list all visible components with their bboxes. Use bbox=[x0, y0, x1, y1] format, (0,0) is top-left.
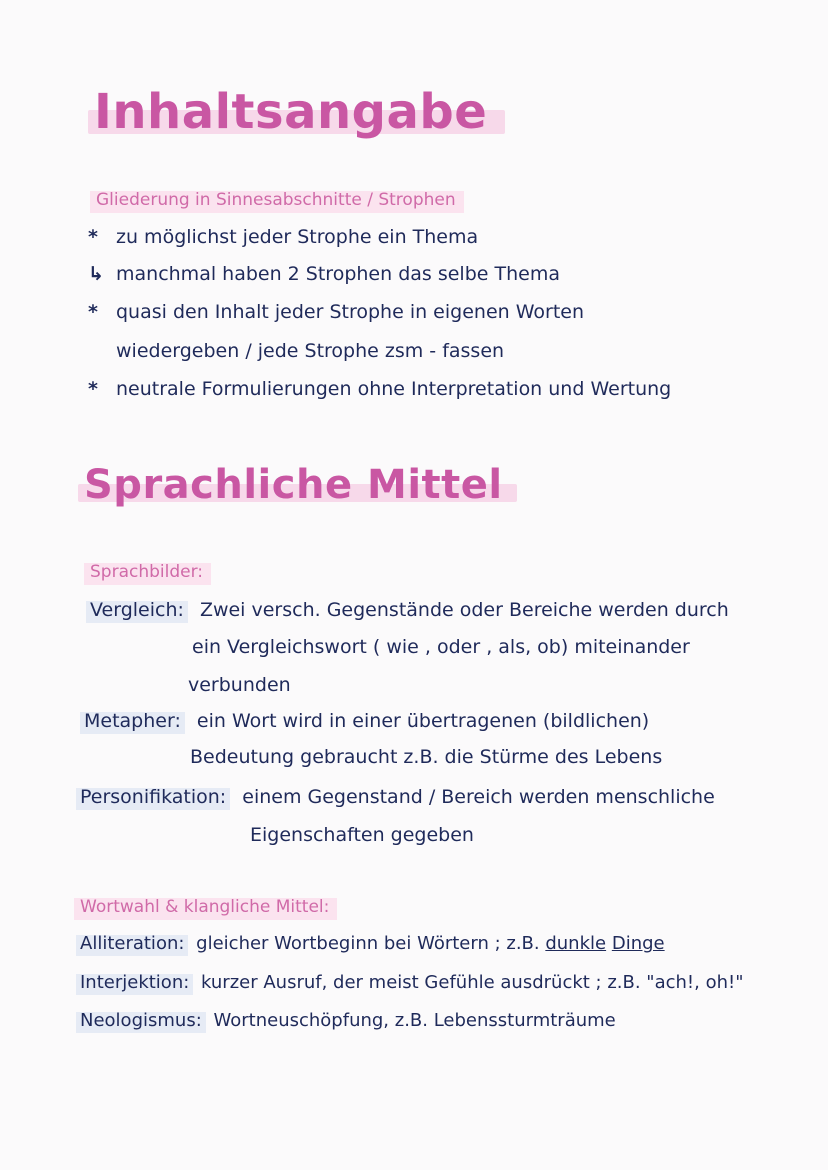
definition-text: ein Vergleichswort ( wie , oder , als, ob) miteinander bbox=[192, 636, 690, 658]
asterisk-icon: * bbox=[88, 301, 98, 323]
arrow-text: manchmal haben 2 Strophen das selbe Thema bbox=[116, 263, 560, 285]
example-word: Dinge bbox=[611, 933, 665, 954]
definition-text: ein Wort wird in einer übertragenen (bildlichen) bbox=[196, 710, 650, 732]
definition-continuation bbox=[192, 636, 690, 658]
definition-text: Bedeutung gebraucht z.B. die Stürme des Lebens bbox=[190, 746, 663, 768]
definition-personifikation bbox=[80, 786, 715, 808]
bullet-item bbox=[88, 226, 478, 248]
bullet-text: wiedergeben / jede Strophe zsm - fassen bbox=[116, 340, 505, 362]
asterisk-icon: * bbox=[88, 378, 98, 400]
heading-sprachliche-mittel-text: Sprachliche Mittel bbox=[84, 462, 503, 508]
heading-inhaltsangabe-text: Inhaltsangabe bbox=[94, 84, 488, 140]
definition-vergleich bbox=[90, 599, 729, 621]
example-word: dunkle bbox=[545, 933, 607, 954]
definition-text: Wortneuschöpfung, z.B. Lebenssturmträume bbox=[213, 1010, 616, 1031]
definition-continuation bbox=[250, 824, 474, 846]
bullet-item bbox=[88, 301, 584, 323]
term-vergleich: Vergleich: bbox=[90, 599, 184, 621]
asterisk-icon: * bbox=[88, 226, 98, 248]
definition-text: Zwei versch. Gegenstände oder Bereiche werden durch bbox=[199, 599, 729, 621]
bullet-text: neutrale Formulierungen ohne Interpretation und Wertung bbox=[116, 378, 672, 400]
subheading-sprachbilder bbox=[90, 562, 203, 582]
bullet-item bbox=[88, 378, 671, 400]
definition-metapher bbox=[84, 710, 649, 732]
arrow-icon: ↳ bbox=[88, 263, 104, 285]
definition-continuation bbox=[188, 674, 291, 696]
definition-interjektion bbox=[80, 972, 744, 993]
term-neologismus: Neologismus: bbox=[80, 1010, 202, 1031]
term-personifikation: Personifikation: bbox=[80, 786, 226, 808]
subheading-wortwahl-text: Wortwahl & klangliche Mittel: bbox=[80, 897, 330, 917]
subheading-gliederung bbox=[96, 190, 456, 210]
definition-neologismus bbox=[80, 1010, 616, 1031]
bullet-continuation bbox=[116, 340, 504, 362]
subheading-wortwahl bbox=[80, 897, 329, 917]
term-alliteration: Alliteration: bbox=[80, 933, 184, 954]
heading-sprachliche-mittel bbox=[84, 462, 503, 508]
term-metapher: Metapher: bbox=[84, 710, 181, 732]
subheading-sprachbilder-text: Sprachbilder: bbox=[90, 562, 204, 582]
definition-text: gleicher Wortbeginn bei Wörtern ; z.B. bbox=[196, 933, 540, 954]
heading-inhaltsangabe bbox=[94, 84, 487, 140]
arrow-item bbox=[88, 263, 560, 285]
definition-alliteration bbox=[80, 933, 665, 954]
definition-text: einem Gegenstand / Bereich werden menschliche bbox=[242, 786, 715, 808]
definition-continuation bbox=[190, 746, 662, 768]
subheading-gliederung-text: Gliederung in Sinnesabschnitte / Strophen bbox=[96, 190, 456, 210]
definition-text: kurzer Ausruf, der meist Gefühle ausdrückt ; z.B. "ach!, oh!" bbox=[201, 972, 744, 993]
term-interjektion: Interjektion: bbox=[80, 972, 189, 993]
bullet-text: quasi den Inhalt jeder Strophe in eigenen Worten bbox=[116, 301, 585, 323]
bullet-text: zu möglichst jeder Strophe ein Thema bbox=[116, 226, 479, 248]
definition-text: verbunden bbox=[188, 674, 291, 696]
definition-text: Eigenschaften gegeben bbox=[250, 824, 474, 846]
